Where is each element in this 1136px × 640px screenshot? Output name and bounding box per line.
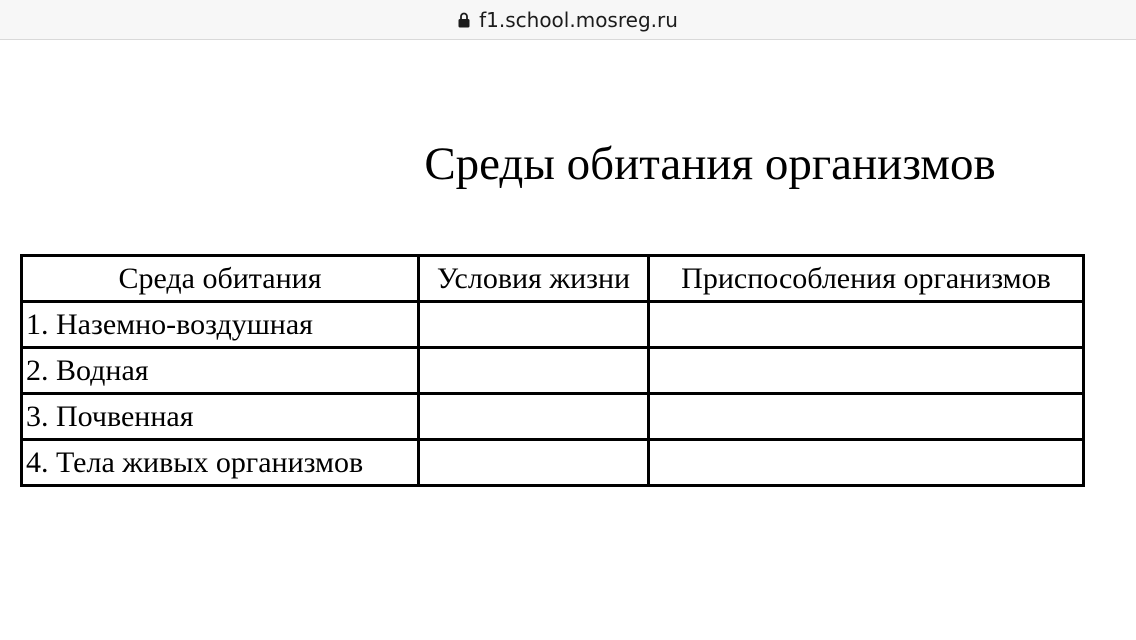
- cell-adaptations: [649, 348, 1084, 394]
- url-text[interactable]: f1.school.mosreg.ru: [479, 7, 678, 32]
- cell-adaptations: [649, 394, 1084, 440]
- header-habitat: Среда обитания: [22, 256, 419, 302]
- cell-conditions: [419, 302, 649, 348]
- cell-conditions: [419, 440, 649, 486]
- cell-habitat: 4. Тела живых организмов: [22, 440, 419, 486]
- cell-habitat: 2. Водная: [22, 348, 419, 394]
- cell-conditions: [419, 394, 649, 440]
- cell-habitat: 3. Почвенная: [22, 394, 419, 440]
- address-bar[interactable]: [0, 0, 1136, 40]
- table-row: [22, 394, 1084, 440]
- cell-adaptations: [649, 440, 1084, 486]
- cell-conditions: [419, 348, 649, 394]
- table-header-row: [22, 256, 1084, 302]
- cell-adaptations: [649, 302, 1084, 348]
- cell-habitat: 1. Наземно-воздушная: [22, 302, 419, 348]
- habitat-table: [20, 254, 1085, 487]
- table-row: [22, 440, 1084, 486]
- page-title: Среды обитания организмов: [424, 138, 996, 190]
- lock-icon: [458, 12, 470, 28]
- header-adaptations: Приспособления организмов: [649, 256, 1084, 302]
- table-row: [22, 348, 1084, 394]
- header-conditions: Условия жизни: [419, 256, 649, 302]
- table-row: [22, 302, 1084, 348]
